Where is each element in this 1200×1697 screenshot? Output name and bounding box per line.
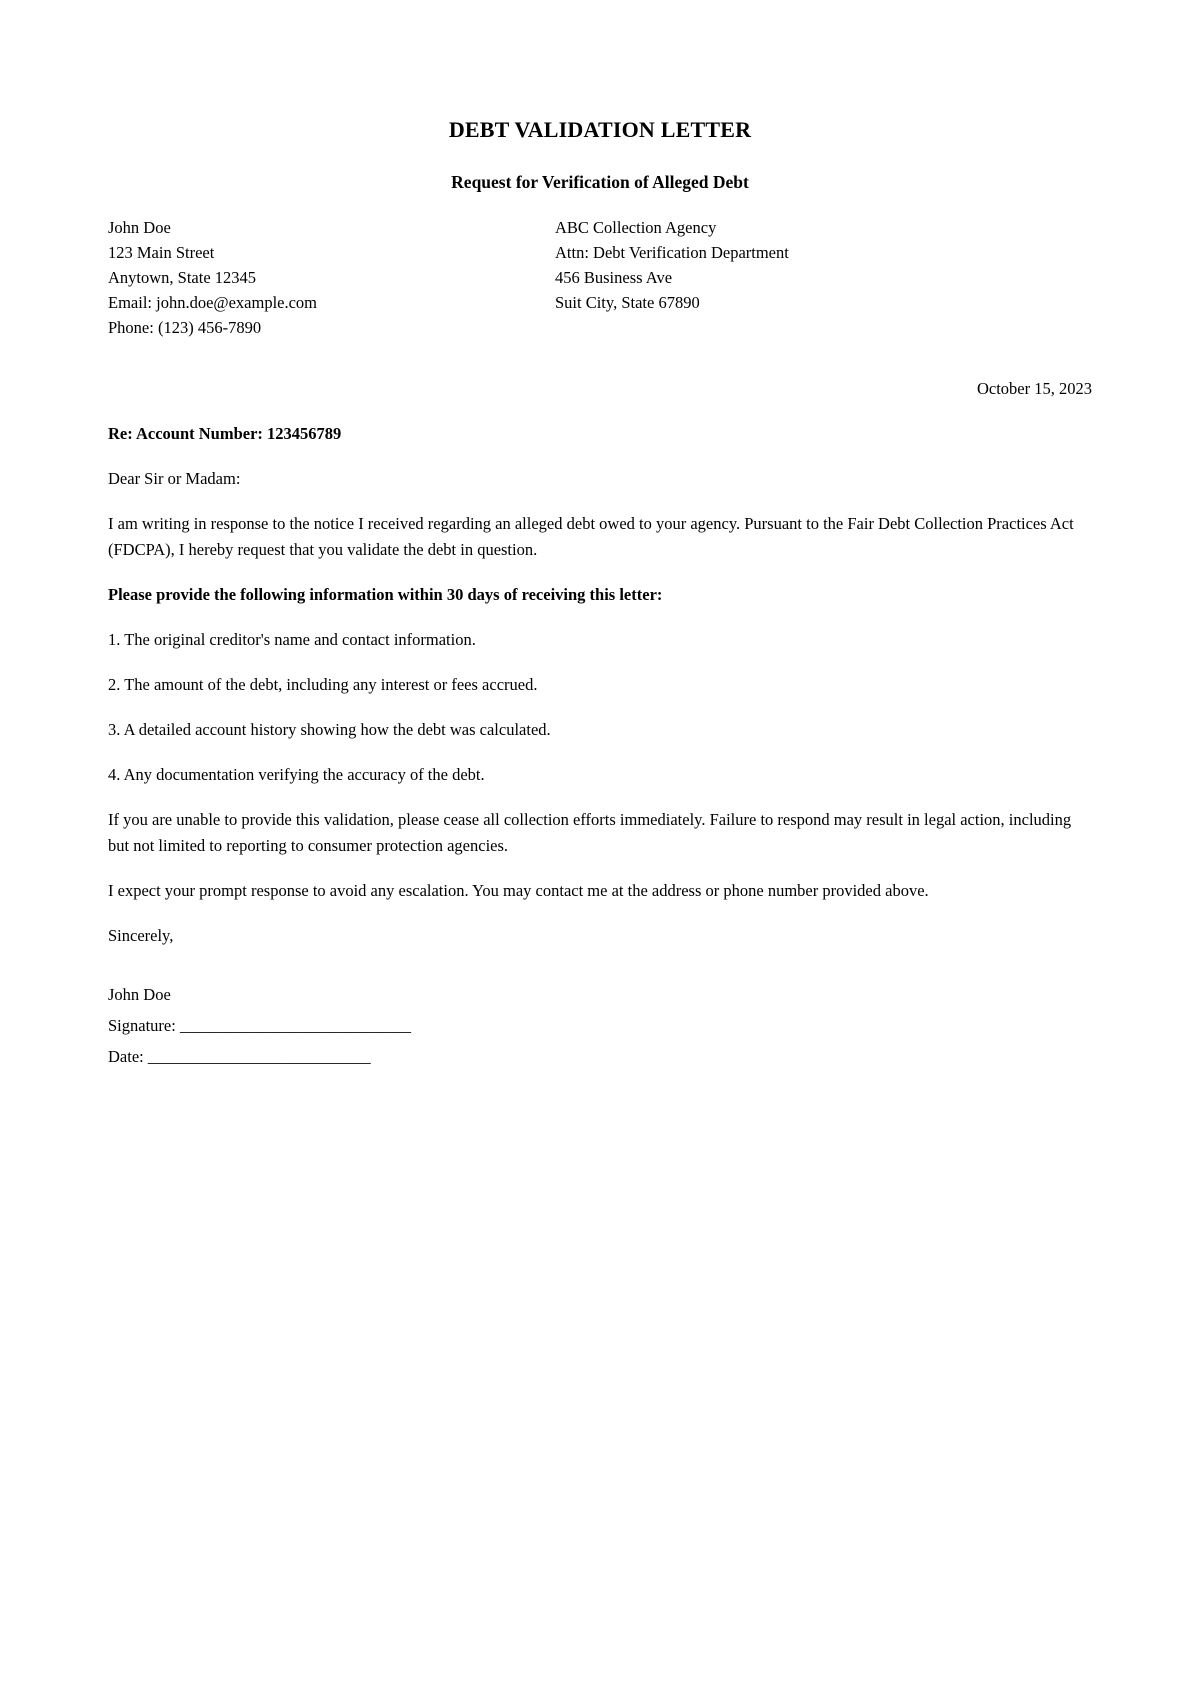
request-heading: Please provide the following information within 30 days of receiving this letter: bbox=[108, 585, 663, 604]
address-block bbox=[108, 215, 1092, 340]
valediction: Sincerely, bbox=[108, 926, 174, 945]
recipient-street: 456 Business Ave bbox=[555, 268, 673, 287]
signature-block bbox=[108, 979, 1092, 1072]
reference-line: Re: Account Number: 123456789 bbox=[108, 424, 342, 443]
closing-note-paragraph: I expect your prompt response to avoid any escalation. You may contact me at the address or phone number provided above. bbox=[108, 881, 929, 900]
request-item-3: 3. A detailed account history showing how the debt was calculated. bbox=[108, 720, 551, 739]
letter-subtitle: Request for Verification of Alleged Debt bbox=[451, 172, 749, 192]
recipient-city-state-zip: Suit City, State 67890 bbox=[555, 293, 700, 312]
salutation: Dear Sir or Madam: bbox=[108, 469, 241, 488]
warning-paragraph: If you are unable to provide this validation, please cease all collection efforts immediately. Failure to respond may result in legal action, including but not limited to reporting to consumer protection agencies. bbox=[108, 810, 1072, 855]
signer-name: John Doe bbox=[108, 985, 171, 1004]
date-line: Date: ___________________________ bbox=[108, 1047, 371, 1066]
request-item-4: 4. Any documentation verifying the accuracy of the debt. bbox=[108, 765, 485, 784]
sender-email: Email: john.doe@example.com bbox=[108, 293, 318, 312]
sender-phone: Phone: (123) 456-7890 bbox=[108, 318, 262, 337]
intro-paragraph: I am writing in response to the notice I received regarding an alleged debt owed to your agency. Pursuant to the Fair Debt Collection Practices Act (FDCPA), I hereby request that you validate the debt in question. bbox=[108, 514, 1074, 559]
letter-title: DEBT VALIDATION LETTER bbox=[448, 117, 752, 142]
request-item-1: 1. The original creditor's name and contact information. bbox=[108, 630, 476, 649]
recipient-attn: Attn: Debt Verification Department bbox=[555, 243, 789, 262]
request-item-2: 2. The amount of the debt, including any interest or fees accrued. bbox=[108, 675, 538, 694]
letter-date: October 15, 2023 bbox=[976, 379, 1092, 398]
sender-street: 123 Main Street bbox=[108, 243, 215, 262]
signature-line: Signature: ____________________________ bbox=[108, 1016, 411, 1035]
sender-city-state-zip: Anytown, State 12345 bbox=[108, 268, 257, 287]
sender-address bbox=[108, 215, 555, 340]
recipient-address bbox=[555, 215, 1092, 340]
recipient-name: ABC Collection Agency bbox=[555, 218, 717, 237]
sender-name: John Doe bbox=[108, 218, 171, 237]
